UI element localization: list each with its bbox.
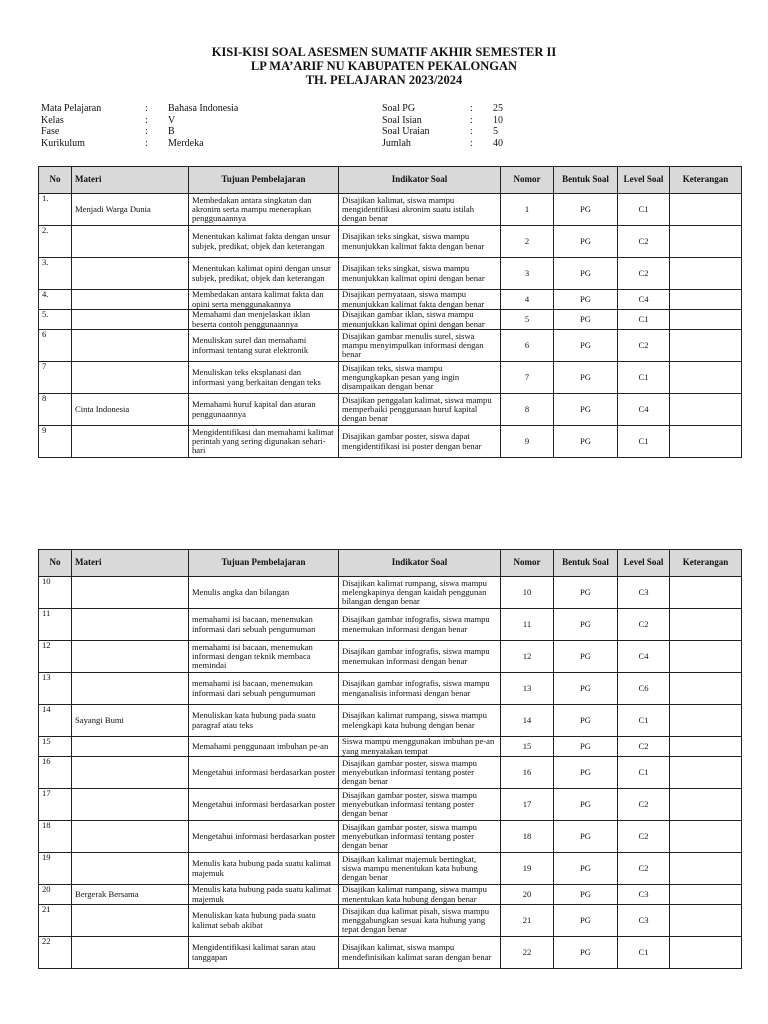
cell-level: C1 [618,757,670,789]
cell-bentuk: PG [554,641,618,673]
cell-nomor: 1 [501,194,554,226]
cell-nomor: 19 [501,853,554,885]
cell-no: 18 [39,821,72,853]
cell-keterangan [670,821,742,853]
cell-level: C1 [618,362,670,394]
cell-level: C4 [618,290,670,310]
table-row [39,226,742,258]
cell-bentuk: PG [554,258,618,290]
cell-indikator: Disajikan kalimat rumpang, siswa mampu melengkapinya dengan kaidah penggunan bilangan dengan benar [339,577,501,609]
cell-keterangan [670,641,742,673]
cell-indikator: Disajikan kalimat, siswa mampu mengidentifikasi akronim suatu istilah dengan benar [339,194,501,226]
cell-indikator: Disajikan kalimat majemuk bertingkat, siswa mampu menentukan kata hubung dengan benar [339,853,501,885]
cell-materi [72,821,189,853]
info-separator: : [470,103,473,114]
cell-tujuan: Memahami huruf kapital dan aturan penggunaannya [189,394,339,426]
cell-keterangan [670,789,742,821]
cell-indikator: Disajikan gambar infografis, siswa mampu menemukan informasi dengan benar [339,641,501,673]
cell-materi [72,737,189,757]
cell-materi [72,937,189,969]
cell-keterangan [670,226,742,258]
cell-indikator: Disajikan gambar poster, siswa mampu menyebutkan informasi tentang poster dengan benar [339,789,501,821]
cell-keterangan [670,330,742,362]
cell-level: C6 [618,673,670,705]
cell-indikator: Disajikan pernyataan, siswa mampu menunjukkan kalimat fakta dengan benar [339,290,501,310]
table-row [39,577,742,609]
cell-indikator: Disajikan penggalan kalimat, siswa mampu memperbaiki penggunaan huruf kapital dengan benar [339,394,501,426]
info-left-label: Mata Pelajaran [41,103,102,114]
cell-level: C1 [618,705,670,737]
info-left-label: Kurikulum [41,137,85,149]
info-left-row [41,115,341,127]
cell-keterangan [670,310,742,330]
cell-no: 11 [39,609,72,641]
cell-level: C1 [618,310,670,330]
cell-bentuk: PG [554,937,618,969]
cell-materi [72,362,189,394]
cell-bentuk: PG [554,226,618,258]
kisi-kisi-table-1 [38,166,742,458]
cell-no: 8 [39,394,72,426]
cell-tujuan: Menuliskan kata hubung pada suatu kalimat sebab akibat [189,905,339,937]
table-row [39,705,742,737]
header-nomor: Nomor [501,550,554,577]
cell-tujuan: memahami isi bacaan, menemukan informasi dari sebuah pengumuman [189,673,339,705]
info-right-value: 5 [493,126,498,137]
cell-indikator: Siswa mampu menggunakan imbuhan pe-an yang menyatakan tempat [339,737,501,757]
cell-bentuk: PG [554,705,618,737]
cell-nomor: 20 [501,885,554,905]
cell-keterangan [670,194,742,226]
cell-tujuan: Membedakan antara singkatan dan akronim serta mampu menerapkan penggunaannya [189,194,339,226]
cell-tujuan: Mengidentifikasi dan memahami kalimat perintah yang sering digunakan sehari-hari [189,426,339,458]
cell-bentuk: PG [554,757,618,789]
cell-keterangan [670,737,742,757]
header-bentuk: Bentuk Soal [554,550,618,577]
header-level: Level Soal [618,550,670,577]
cell-keterangan [670,905,742,937]
cell-bentuk: PG [554,905,618,937]
cell-level: C2 [618,821,670,853]
header-materi: Materi [72,550,189,577]
cell-keterangan [670,290,742,310]
cell-level: C2 [618,226,670,258]
cell-no: 3. [39,258,72,290]
cell-level: C1 [618,937,670,969]
info-separator: : [145,137,148,149]
info-left-value: B [168,126,175,137]
info-right-block [382,103,582,149]
cell-nomor: 22 [501,937,554,969]
cell-tujuan: Menentukan kalimat fakta dengan unsur subjek, predikat, objek dan keterangan [189,226,339,258]
cell-materi: Cinta Indonesia [72,394,189,426]
cell-indikator: Disajikan teks singkat, siswa mampu menunjukkan kalimat fakta dengan benar [339,226,501,258]
table-row [39,737,742,757]
table-header-row [39,550,742,577]
cell-nomor: 15 [501,737,554,757]
cell-no: 1. [39,194,72,226]
cell-tujuan: Menentukan kalimat opini dengan unsur subjek, predikat, objek dan keterangan [189,258,339,290]
cell-materi: Sayangi Bumi [72,705,189,737]
cell-level: C2 [618,789,670,821]
cell-bentuk: PG [554,362,618,394]
cell-tujuan: Mengetahui informasi berdasarkan poster [189,821,339,853]
document-title-line1: KISI-KISI SOAL ASESMEN SUMATIF AKHIR SEMESTER II [211,45,557,59]
kisi-kisi-table-2 [38,549,742,969]
info-right-value: 10 [493,114,503,126]
info-separator: : [470,126,473,137]
info-right-value: 25 [493,103,503,114]
cell-materi [72,609,189,641]
cell-materi [72,641,189,673]
cell-tujuan: memahami isi bacaan, menemukan informasi dari sebuah pengumuman [189,609,339,641]
cell-bentuk: PG [554,310,618,330]
cell-nomor: 14 [501,705,554,737]
cell-indikator: Disajikan gambar infografis, siswa mampu menganalisis informasi dengan benar [339,673,501,705]
cell-indikator: Disajikan gambar poster, siswa mampu menyebutkan informasi tentang poster dengan benar [339,757,501,789]
table-row [39,330,742,362]
cell-keterangan [670,853,742,885]
info-left-block [41,103,341,149]
cell-indikator: Disajikan gambar iklan, siswa mampu menunjukkan kalimat opini dengan benar [339,310,501,330]
cell-materi [72,330,189,362]
cell-tujuan: Menulis angka dan bilangan [189,577,339,609]
cell-bentuk: PG [554,821,618,853]
cell-no: 7 [39,362,72,394]
header-keterangan: Keterangan [670,550,742,577]
info-right-row [382,138,582,150]
cell-materi [72,673,189,705]
cell-bentuk: PG [554,426,618,458]
cell-materi [72,258,189,290]
cell-tujuan: Menuliskan kata hubung pada suatu paragraf atau teks [189,705,339,737]
cell-no: 2. [39,226,72,258]
cell-keterangan [670,426,742,458]
cell-keterangan [670,394,742,426]
table-row [39,641,742,673]
info-right-row [382,115,582,127]
cell-indikator: Disajikan teks singkat, siswa mampu menunjukkan kalimat opini dengan benar [339,258,501,290]
cell-indikator: Disajikan kalimat rumpang, siswa mampu melengkapi kata hubung dengan benar [339,705,501,737]
cell-keterangan [670,609,742,641]
header-indikator: Indikator Soal [339,167,501,194]
cell-materi [72,757,189,789]
cell-no: 4. [39,290,72,310]
cell-tujuan: Memahami dan menjelaskan iklan beserta contoh penggunaannya [189,310,339,330]
cell-level: C1 [618,426,670,458]
info-right-label: Soal Isian [382,114,422,126]
cell-tujuan: memahami isi bacaan, menemukan informasi dengan teknik membaca memindai [189,641,339,673]
header-level: Level Soal [618,167,670,194]
cell-bentuk: PG [554,330,618,362]
cell-materi [72,577,189,609]
cell-tujuan: Menulis kata hubung pada suatu kalimat majemuk [189,885,339,905]
cell-no: 21 [39,905,72,937]
table-row [39,290,742,310]
cell-bentuk: PG [554,609,618,641]
cell-indikator: Disajikan teks, siswa mampu mengungkapkan pesan yang ingin disampaikan dengan benar [339,362,501,394]
cell-no: 10 [39,577,72,609]
info-right-label: Jumlah [382,137,411,149]
cell-no: 5. [39,310,72,330]
info-right-label: Soal Uraian [382,126,430,137]
info-left-row [41,138,341,150]
info-left-value: Bahasa Indonesia [168,103,239,114]
cell-keterangan [670,362,742,394]
cell-materi [72,789,189,821]
cell-tujuan: Menuliskan surel dan memahami informasi tentang surat elektronik [189,330,339,362]
cell-nomor: 10 [501,577,554,609]
info-left-label: Fase [41,126,60,137]
cell-level: C3 [618,905,670,937]
table-row [39,789,742,821]
cell-bentuk: PG [554,737,618,757]
header-no: No [39,167,72,194]
cell-materi [72,905,189,937]
cell-tujuan: Mengetahui informasi berdasarkan poster [189,789,339,821]
cell-bentuk: PG [554,789,618,821]
cell-indikator: Disajikan gambar infografis, siswa mampu menemukan informasi dengan benar [339,609,501,641]
cell-keterangan [670,757,742,789]
cell-nomor: 9 [501,426,554,458]
header-no: No [39,550,72,577]
cell-indikator: Disajikan kalimat, siswa mampu mendefinisikan kalimat saran dengan benar [339,937,501,969]
cell-level: C2 [618,258,670,290]
cell-indikator: Disajikan dua kalimat pisah, siswa mampu menggabungkan sesuai kata hubung yang tepat dengan benar [339,905,501,937]
cell-keterangan [670,705,742,737]
cell-nomor: 13 [501,673,554,705]
info-left-label: Kelas [41,114,64,126]
cell-level: C4 [618,641,670,673]
cell-nomor: 6 [501,330,554,362]
cell-level: C2 [618,330,670,362]
table-row [39,885,742,905]
cell-no: 6 [39,330,72,362]
cell-no: 9 [39,426,72,458]
cell-materi [72,290,189,310]
cell-nomor: 4 [501,290,554,310]
cell-tujuan: Menuliskan teks eksplanasi dan informasi yang berkaitan dengan teks [189,362,339,394]
header-tujuan: Tujuan Pembelajaran [189,167,339,194]
cell-no: 15 [39,737,72,757]
info-right-row [382,103,582,115]
table-row [39,757,742,789]
cell-no: 16 [39,757,72,789]
cell-tujuan: Memahami penggunaan imbuhan pe-an [189,737,339,757]
table-row [39,937,742,969]
cell-nomor: 18 [501,821,554,853]
cell-tujuan: Mengidentifikasi kalimat saran atau tanggapan [189,937,339,969]
cell-keterangan [670,577,742,609]
info-left-value: V [168,114,176,126]
info-left-row [41,103,341,115]
cell-indikator: Disajikan gambar poster, siswa mampu menyebutkan informasi tentang poster dengan benar [339,821,501,853]
info-right-row [382,126,582,138]
cell-level: C4 [618,394,670,426]
cell-indikator: Disajikan gambar menulis surel, siswa mampu menyimpulkan informasi dengan benar [339,330,501,362]
header-materi: Materi [72,167,189,194]
cell-tujuan: Menulis kata hubung pada suatu kalimat majemuk [189,853,339,885]
header-bentuk: Bentuk Soal [554,167,618,194]
cell-nomor: 11 [501,609,554,641]
cell-keterangan [670,673,742,705]
cell-level: C2 [618,853,670,885]
header-nomor: Nomor [501,167,554,194]
table-row [39,426,742,458]
info-separator: : [470,137,473,149]
cell-no: 14 [39,705,72,737]
cell-materi [72,853,189,885]
table-row [39,609,742,641]
cell-tujuan: Mengetahui informasi berdasarkan poster [189,757,339,789]
table-row [39,394,742,426]
header-indikator: Indikator Soal [339,550,501,577]
cell-keterangan [670,885,742,905]
cell-nomor: 2 [501,226,554,258]
document-title-line3: TH. PELAJARAN 2023/2024 [305,73,463,87]
cell-level: C2 [618,737,670,757]
cell-materi [72,426,189,458]
table-row [39,362,742,394]
cell-bentuk: PG [554,885,618,905]
table-row [39,905,742,937]
cell-no: 12 [39,641,72,673]
cell-tujuan: Membedakan antara kalimat fakta dan opini serta menggunakannya [189,290,339,310]
table-row [39,821,742,853]
cell-materi: Bergerak Bersama [72,885,189,905]
cell-level: C3 [618,577,670,609]
table-row [39,310,742,330]
cell-nomor: 12 [501,641,554,673]
cell-nomor: 5 [501,310,554,330]
cell-nomor: 8 [501,394,554,426]
cell-nomor: 7 [501,362,554,394]
cell-keterangan [670,258,742,290]
table-header-row [39,167,742,194]
header-tujuan: Tujuan Pembelajaran [189,550,339,577]
cell-keterangan [670,937,742,969]
info-left-value: Merdeka [168,137,204,149]
table-row [39,673,742,705]
document-title-line2: LP MA’ARIF NU KABUPATEN PEKALONGAN [250,59,518,73]
cell-bentuk: PG [554,290,618,310]
cell-nomor: 16 [501,757,554,789]
cell-no: 13 [39,673,72,705]
cell-level: C3 [618,885,670,905]
cell-no: 20 [39,885,72,905]
info-right-value: 40 [493,137,503,149]
table-row [39,258,742,290]
cell-nomor: 3 [501,258,554,290]
cell-indikator: Disajikan kalimat rumpang, siswa mampu menentukan kata hubung dengan benar [339,885,501,905]
cell-no: 22 [39,937,72,969]
table-row [39,853,742,885]
cell-bentuk: PG [554,853,618,885]
cell-level: C2 [618,609,670,641]
header-keterangan: Keterangan [670,167,742,194]
cell-level: C1 [618,194,670,226]
info-separator: : [470,114,473,126]
cell-no: 17 [39,789,72,821]
cell-bentuk: PG [554,577,618,609]
cell-nomor: 17 [501,789,554,821]
cell-bentuk: PG [554,194,618,226]
info-left-row [41,126,341,138]
table-row [39,194,742,226]
cell-materi [72,310,189,330]
info-right-label: Soal PG [382,103,416,114]
cell-materi [72,226,189,258]
info-separator: : [145,126,148,137]
cell-indikator: Disajikan gambar poster, siswa dapat mengidentifikasi isi poster dengan benar [339,426,501,458]
cell-nomor: 21 [501,905,554,937]
cell-bentuk: PG [554,394,618,426]
cell-no: 19 [39,853,72,885]
info-separator: : [145,114,148,126]
cell-materi: Menjadi Warga Dunia [72,194,189,226]
cell-bentuk: PG [554,673,618,705]
info-separator: : [145,103,148,114]
